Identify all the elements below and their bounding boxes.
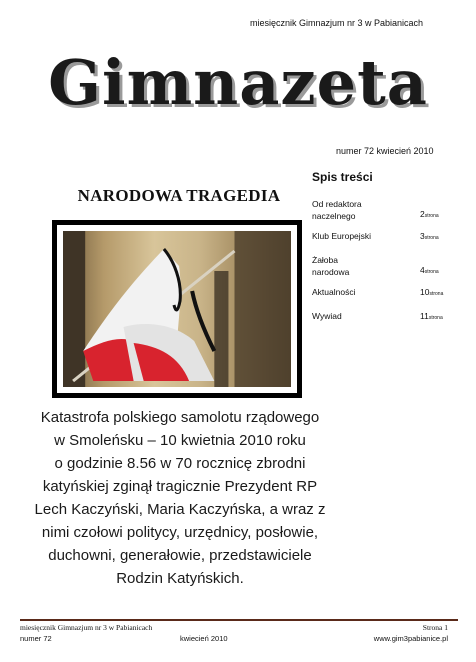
toc-page-word: strona [428,315,443,321]
toc-page-word: strona [424,213,439,219]
flag-with-black-ribbon-image [63,231,291,387]
article-body-line: w Smoleńsku – 10 kwietnia 2010 roku [54,432,306,449]
footer-website[interactable]: www.gim3pabianice.pl [373,634,448,643]
toc-item-page: 2 [420,209,425,219]
article-body-line: o godzinie 8.56 w 70 rocznicę zbrodni [54,455,306,472]
toc-item-page: 10 [420,287,430,297]
footer-divider [20,619,458,621]
issue-info: numer 72 kwiecień 2010 [336,146,434,156]
toc-item-label: naczelnego [312,211,356,221]
toc-item-label: narodowa [312,267,350,277]
article-headline: NARODOWA TRAGEDIA [77,186,281,205]
toc-item-label: Aktualności [312,287,356,297]
footer-date: kwiecień 2010 [180,634,228,643]
toc-item-label: Żałoba [312,255,338,265]
footer-page-number: Strona 1 [422,623,448,632]
toc-page-word: strona [424,269,439,275]
table-of-contents [312,170,462,334]
toc-page-word: strona [424,235,439,241]
toc-item-label: Od redaktora [312,199,362,209]
toc-item-page: 11 [420,311,429,321]
toc-item-page: 3 [420,231,425,241]
masthead-title: Gimnazeta [48,46,428,119]
article-body [20,406,340,590]
toc-page-word: strona [429,291,444,297]
article-body-line: nimi czołowi politycy, urzędnicy, posłowie, [41,524,319,541]
toc-item[interactable] [312,254,462,278]
article-body-line: Lech Kaczyński, Maria Kaczyńska, a wraz z [34,501,326,518]
toc-item[interactable] [312,198,462,222]
toc-title: Spis treści [312,170,373,184]
article-photo [63,231,291,387]
article-body-line: Rodzin Katyńskich. [116,570,244,587]
publication-subtitle: miesięcznik Gimnazjum nr 3 w Pabianicach [250,18,424,28]
toc-item[interactable] [312,230,462,242]
toc-item[interactable] [312,286,462,298]
article-body-line: duchowni, generałowie, przedstawiciele [48,547,312,564]
footer-publication: miesięcznik Gimnazjum nr 3 w Pabianicach [20,623,153,632]
toc-item-label: Wywiad [312,311,342,321]
toc-item-page: 4 [420,265,425,275]
article-body-line: Katastrofa polskiego samolotu rządowego [40,409,320,426]
toc-item[interactable] [312,310,462,322]
toc-item-label: Klub Europejski [312,231,372,241]
article-photo-frame [52,220,302,398]
footer-issue-number: numer 72 [20,634,52,643]
article-body-line: katyńskiej zginął tragicznie Prezydent RP [42,478,318,495]
